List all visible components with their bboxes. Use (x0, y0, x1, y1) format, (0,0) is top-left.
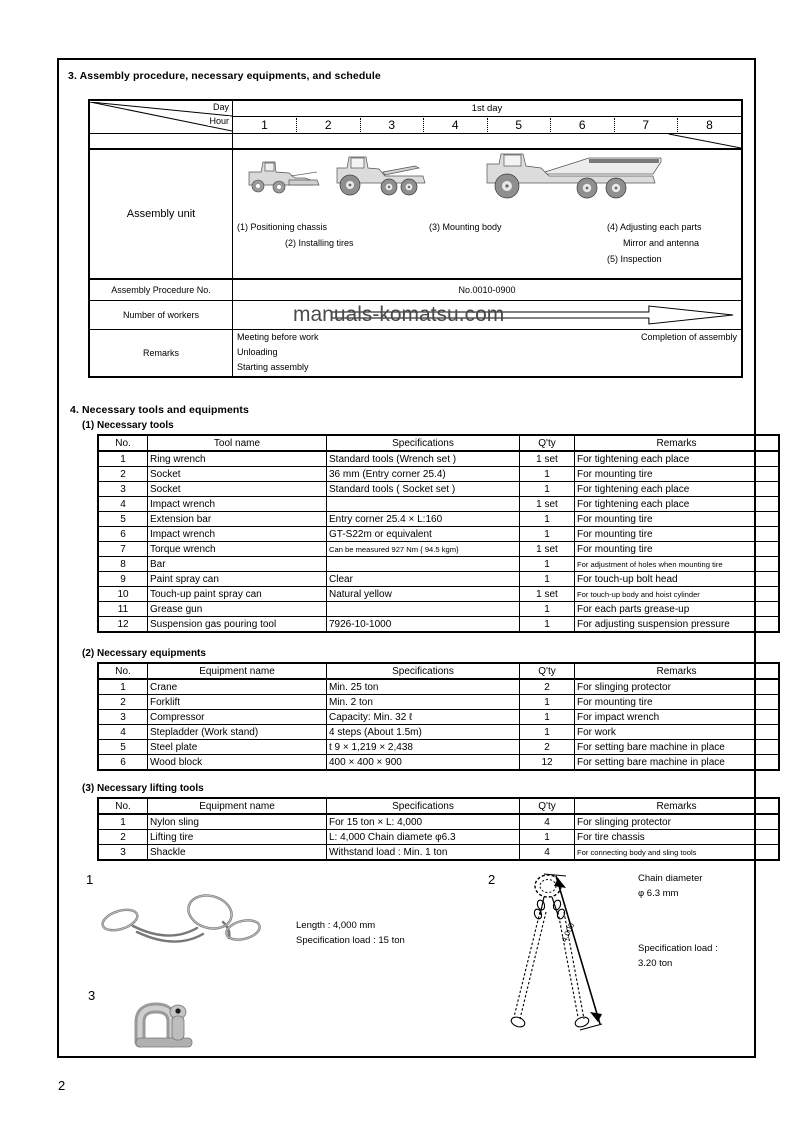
chain-load-line2: 3.20 ton (638, 958, 673, 969)
remarks-cell (233, 330, 743, 378)
cell-no: 5 (98, 512, 148, 527)
col-remarks: Remarks (575, 663, 780, 679)
cell-name: Suspension gas pouring tool (148, 617, 327, 633)
table-row (98, 602, 779, 617)
cell-name: Impact wrench (148, 497, 327, 512)
procedure-no-label: Assembly Procedure No. (89, 279, 233, 301)
table-row (98, 467, 779, 482)
table-row (98, 497, 779, 512)
cell-qty: 1 (520, 572, 575, 587)
hour-cell-8: 8 (706, 118, 713, 132)
cell-rem: For mounting tire (575, 695, 780, 710)
cell-spec: Entry corner 25.4 × L:160 (327, 512, 520, 527)
section-3-heading: 3. Assembly procedure, necessary equipments, and schedule (68, 70, 381, 82)
col-spec: Specifications (327, 798, 520, 814)
day-hour-corner-cell (89, 100, 233, 134)
workers-timeline-cell (233, 301, 743, 330)
hour-cell-6: 6 (551, 118, 615, 132)
cell-no: 8 (98, 557, 148, 572)
cell-spec: GT-S22m or equivalent (327, 527, 520, 542)
cell-no: 12 (98, 617, 148, 633)
assembly-unit-body (233, 149, 743, 279)
cell-qty: 4 (520, 845, 575, 861)
col-name: Tool name (148, 435, 327, 451)
cell-no: 7 (98, 542, 148, 557)
caption-adjusting-each-parts: (4) Adjusting each parts (607, 222, 702, 232)
col-no: No. (98, 798, 148, 814)
table-row (98, 617, 779, 633)
cell-spec (327, 602, 520, 617)
table-row (98, 527, 779, 542)
cell-name: Shackle (148, 845, 327, 861)
cell-name: Grease gun (148, 602, 327, 617)
table-row (98, 814, 779, 830)
hour-cell-1: 1 (233, 118, 297, 132)
cell-name: Torque wrench (148, 542, 327, 557)
cell-name: Lifting tire (148, 830, 327, 845)
equipments-subheading: (2) Necessary equipments (82, 648, 206, 659)
col-qty: Q'ty (520, 663, 575, 679)
remark-line-2: Unloading (237, 347, 278, 357)
cell-rem: For setting bare machine in place (575, 755, 780, 771)
cell-no: 2 (98, 695, 148, 710)
table-row (98, 482, 779, 497)
table-header-row (98, 798, 779, 814)
table-row (98, 740, 779, 755)
table-row (98, 710, 779, 725)
caption-positioning-chassis: (1) Positioning chassis (237, 222, 328, 232)
machine-illustration-2 (333, 152, 431, 198)
hour-cell-5: 5 (487, 118, 551, 132)
cell-qty: 1 set (520, 451, 575, 467)
nylon-sling-illustration (95, 888, 280, 968)
hour-cell-4: 4 (424, 118, 488, 132)
cell-no: 1 (98, 451, 148, 467)
workers-label: Number of workers (89, 301, 233, 330)
cell-rem: For connecting body and sling tools (575, 845, 780, 861)
cell-name: Touch-up paint spray can (148, 587, 327, 602)
cell-rem: For impact wrench (575, 710, 780, 725)
table-row (98, 451, 779, 467)
table-row (98, 587, 779, 602)
table-row (98, 755, 779, 771)
col-remarks: Remarks (575, 798, 780, 814)
cell-rem: For tightening each place (575, 497, 780, 512)
cell-qty: 12 (520, 755, 575, 771)
lifting-subheading: (3) Necessary lifting tools (82, 783, 204, 794)
cell-spec: Min. 25 ton (327, 679, 520, 695)
shackle-illustration (110, 998, 220, 1050)
table-row (98, 557, 779, 572)
cell-name: Bar (148, 557, 327, 572)
cell-name: Extension bar (148, 512, 327, 527)
cell-no: 6 (98, 527, 148, 542)
col-qty: Q'ty (520, 798, 575, 814)
hour-cell-3: 3 (360, 118, 424, 132)
cell-qty: 1 (520, 482, 575, 497)
hour-label: Hour (209, 115, 229, 126)
necessary-lifting-tools-table (97, 797, 780, 861)
table-row (98, 830, 779, 845)
cell-no: 1 (98, 679, 148, 695)
cell-name: Wood block (148, 755, 327, 771)
cell-no: 1 (98, 814, 148, 830)
cell-spec: 7926-10-1000 (327, 617, 520, 633)
lifting-chain-illustration (500, 872, 620, 1047)
cell-name: Forklift (148, 695, 327, 710)
remarks-label: Remarks (89, 330, 233, 378)
col-spec: Specifications (327, 435, 520, 451)
col-name: Equipment name (148, 663, 327, 679)
cell-rem: For touch-up bolt head (575, 572, 780, 587)
cell-rem: For tire chassis (575, 830, 780, 845)
cell-name: Steel plate (148, 740, 327, 755)
hour-cell-2: 2 (297, 118, 361, 132)
cell-rem: For mounting tire (575, 512, 780, 527)
assembly-unit-label: Assembly unit (89, 149, 233, 279)
cell-qty: 2 (520, 679, 575, 695)
cell-spec: Clear (327, 572, 520, 587)
cell-spec: For 15 ton × L: 4,000 (327, 814, 520, 830)
cell-qty: 1 (520, 617, 575, 633)
watermark-text: manuals-komatsu.com (293, 303, 505, 326)
cell-rem: For adjusting suspension pressure (575, 617, 780, 633)
cell-no: 4 (98, 725, 148, 740)
cell-rem: For mounting tire (575, 542, 780, 557)
cell-no: 9 (98, 572, 148, 587)
illustration-number-2: 2 (488, 872, 496, 887)
cell-rem: For slinging protector (575, 814, 780, 830)
cell-qty: 1 (520, 725, 575, 740)
cell-no: 4 (98, 497, 148, 512)
cell-no: 3 (98, 845, 148, 861)
cell-spec: Withstand load : Min. 1 ton (327, 845, 520, 861)
cell-qty: 4 (520, 814, 575, 830)
cell-name: Paint spray can (148, 572, 327, 587)
illustration-number-3: 3 (88, 988, 96, 1003)
remark-line-1: Meeting before work (237, 332, 319, 342)
chain-dimension-label: 4,000 (559, 921, 577, 944)
cell-name: Stepladder (Work stand) (148, 725, 327, 740)
remark-line-3: Starting assembly (237, 362, 309, 372)
cell-rem: For touch-up body and hoist cylinder (575, 587, 780, 602)
chain-diameter-line1: Chain diameter (638, 873, 703, 884)
cell-spec: Can be measured 927 Nm { 94.5 kgm} (327, 542, 520, 557)
cell-rem: For mounting tire (575, 527, 780, 542)
machine-illustration-3 (483, 150, 668, 200)
col-qty: Q'ty (520, 435, 575, 451)
caption-inspection: (5) Inspection (607, 254, 662, 264)
cell-rem: For slinging protector (575, 679, 780, 695)
cell-spec: Natural yellow (327, 587, 520, 602)
chain-diameter-line2: φ 6.3 mm (638, 888, 679, 899)
cell-qty: 1 set (520, 587, 575, 602)
caption-mirror-and-antenna: Mirror and antenna (623, 238, 700, 248)
cell-spec: Min. 2 ton (327, 695, 520, 710)
table-row (98, 542, 779, 557)
tools-subheading: (1) Necessary tools (82, 420, 174, 431)
table-row (98, 845, 779, 861)
remark-completion: Completion of assembly (640, 332, 737, 342)
col-remarks: Remarks (575, 435, 780, 451)
table-row (98, 725, 779, 740)
cell-name: Impact wrench (148, 527, 327, 542)
cell-spec (327, 497, 520, 512)
cell-no: 2 (98, 467, 148, 482)
cell-qty: 1 (520, 710, 575, 725)
cell-spec: Standard tools (Wrench set ) (327, 451, 520, 467)
cell-qty: 1 (520, 695, 575, 710)
col-spec: Specifications (327, 663, 520, 679)
cell-no: 3 (98, 482, 148, 497)
section-4-heading: 4. Necessary tools and equipments (70, 404, 249, 416)
table-row (98, 679, 779, 695)
table-row (98, 695, 779, 710)
cell-qty: 1 set (520, 542, 575, 557)
page-number: 2 (58, 1078, 66, 1093)
cell-spec: 4 steps (About 1.5m) (327, 725, 520, 740)
cell-rem: For setting bare machine in place (575, 740, 780, 755)
cell-name: Compressor (148, 710, 327, 725)
table-row (98, 512, 779, 527)
cell-name: Socket (148, 482, 327, 497)
cell-name: Crane (148, 679, 327, 695)
cell-spec: L: 4,000 Chain diamete φ6.3 (327, 830, 520, 845)
cell-name: Nylon sling (148, 814, 327, 830)
table-header-row (98, 663, 779, 679)
day-header-cell: 1st day (233, 100, 743, 117)
cell-no: 3 (98, 710, 148, 725)
caption-mounting-body: (3) Mounting body (429, 222, 502, 232)
procedure-no-value: No.0010-0900 (233, 279, 743, 301)
illustration-number-1: 1 (86, 872, 94, 887)
cell-name: Ring wrench (148, 451, 327, 467)
table-header-row (98, 435, 779, 451)
cell-spec (327, 557, 520, 572)
sliver-right (233, 134, 743, 150)
necessary-equipments-table (97, 662, 780, 771)
col-no: No. (98, 435, 148, 451)
cell-rem: For each parts grease-up (575, 602, 780, 617)
cell-qty: 1 (520, 602, 575, 617)
machine-illustration-1 (245, 154, 323, 196)
cell-rem: For mounting tire (575, 467, 780, 482)
col-name: Equipment name (148, 798, 327, 814)
sling-spec-text (296, 918, 405, 948)
chain-load-line1: Specification load : (638, 943, 718, 954)
cell-name: Socket (148, 467, 327, 482)
table-row (98, 572, 779, 587)
cell-no: 11 (98, 602, 148, 617)
cell-no: 6 (98, 755, 148, 771)
cell-spec: Capacity: Min. 32 ℓ (327, 710, 520, 725)
sliver-left (89, 134, 233, 150)
cell-spec: t 9 × 1,219 × 2,438 (327, 740, 520, 755)
cell-spec: Standard tools ( Socket set ) (327, 482, 520, 497)
caption-installing-tires: (2) Installing tires (285, 238, 354, 248)
cell-qty: 1 (520, 830, 575, 845)
sling-load: Specification load : 15 ton (296, 935, 405, 946)
chain-diameter-text (638, 871, 702, 901)
cell-qty: 1 set (520, 497, 575, 512)
cell-no: 10 (98, 587, 148, 602)
cell-qty: 1 (520, 557, 575, 572)
cell-no: 5 (98, 740, 148, 755)
cell-rem: For tightening each place (575, 451, 780, 467)
cell-no: 2 (98, 830, 148, 845)
chain-load-text (638, 941, 718, 971)
hour-header-row (233, 117, 743, 134)
col-no: No. (98, 663, 148, 679)
cell-rem: For tightening each place (575, 482, 780, 497)
hour-cell-7: 7 (614, 118, 678, 132)
necessary-tools-table (97, 434, 780, 633)
cell-qty: 1 (520, 512, 575, 527)
cell-spec: 36 mm (Entry corner 25.4) (327, 467, 520, 482)
day-label: Day (212, 101, 229, 112)
cell-spec: 400 × 400 × 900 (327, 755, 520, 771)
cell-qty: 2 (520, 740, 575, 755)
cell-rem: For work (575, 725, 780, 740)
cell-qty: 1 (520, 467, 575, 482)
cell-qty: 1 (520, 527, 575, 542)
assembly-schedule-table (88, 99, 743, 378)
cell-rem: For adjustment of holes when mounting tire (575, 557, 780, 572)
sling-length: Length : 4,000 mm (296, 920, 376, 931)
